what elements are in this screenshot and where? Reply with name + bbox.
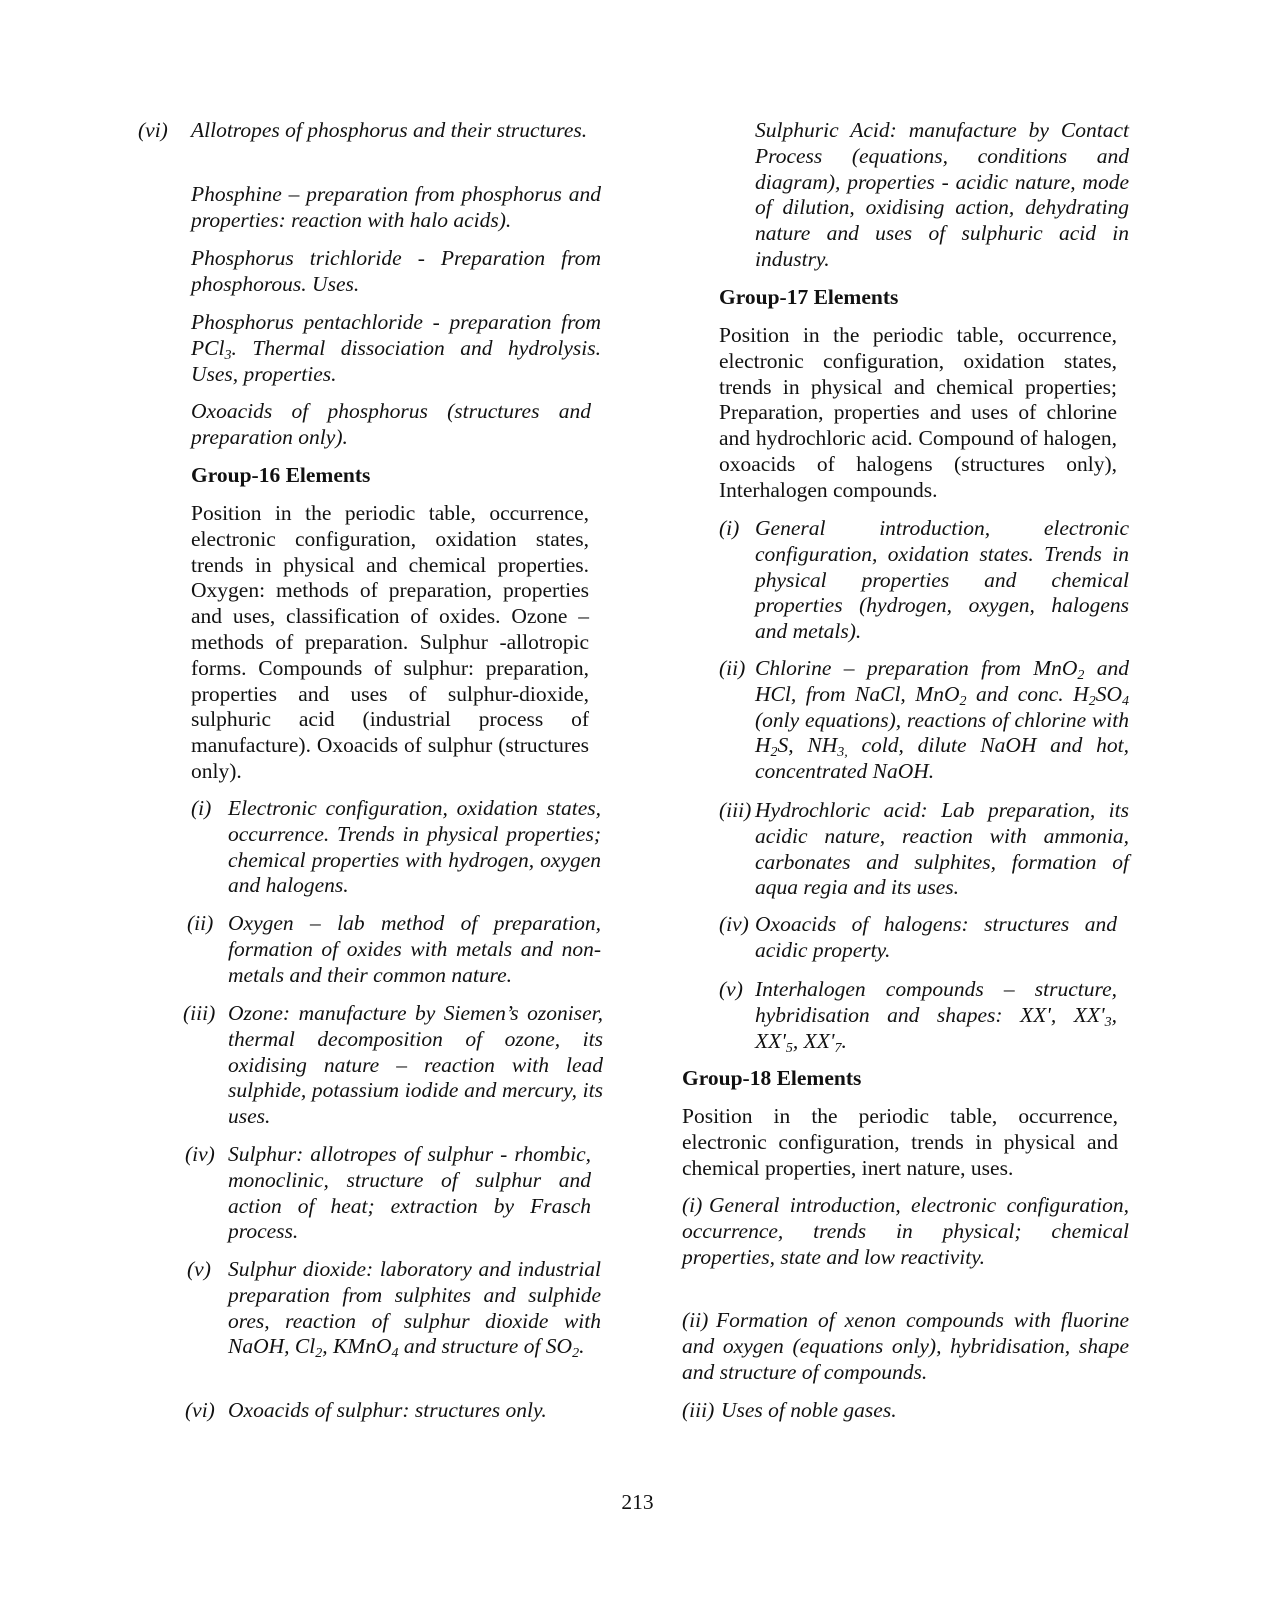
- g17-item-label: (iii): [719, 798, 752, 822]
- g17-item-text: Chlorine – preparation from MnO$_2$ and HCl, from NaCl, MnO$_2$ and conc. $H_2SO_4$ (only equations), reactions of chlorine with $H_2S$, $NH_{3,}$ cold, dilute NaOH and hot, concentrated NaOH.: [755, 656, 1129, 784]
- g16-item-text: Ozone: manufacture by Siemen’s ozoniser, thermal decomposition of ozone, its oxidising nature – reaction with lead sulphide, potassium iodide and mercury, its uses.: [228, 1001, 603, 1129]
- g16-item-label: (iii): [183, 1001, 216, 1025]
- group18-heading: Group-18 Elements: [682, 1066, 862, 1090]
- g17-item-text: Hydrochloric acid: Lab preparation, its acidic nature, reaction with ammonia, carbonates and sulphites, formation of aqua regia and its uses.: [755, 798, 1129, 900]
- g16-item-text: Oxygen – lab method of preparation, formation of oxides with metals and non-metals and their common nature.: [228, 911, 601, 987]
- g18-item-text: Uses of noble gases.: [721, 1398, 897, 1422]
- g16-item-label: (v): [187, 1257, 211, 1281]
- phosphine-text: Phosphine – preparation from phosphorus and properties: reaction with halo acids).: [191, 182, 601, 232]
- group17-intro: Position in the periodic table, occurrence, electronic configuration, oxidation states, trends in physical and chemical properties; Preparation, properties and uses of chlorine and hydrochloric acid. Compound of halogen, oxoacids of halogens (structures only), Interhalogen compounds.: [719, 323, 1117, 502]
- g17-item-label: (ii): [719, 656, 746, 680]
- group17-heading: Group-17 Elements: [719, 285, 899, 309]
- allotropes-phosphorus: Allotropes of phosphorus and their structures.: [191, 118, 588, 142]
- item-label-vi: (vi): [138, 118, 168, 142]
- group18-intro: Position in the periodic table, occurrence, electronic configuration, trends in physical and chemical properties, inert nature, uses.: [682, 1104, 1118, 1180]
- sulphuric-acid-text: Sulphuric Acid: manufacture by Contact Process (equations, conditions and diagram), properties - acidic nature, mode of dilution, oxidising action, dehydrating nature and uses of sulphuric acid in industry.: [755, 118, 1129, 271]
- page-number: 213: [621, 1490, 654, 1514]
- g16-item-label: (iv): [185, 1142, 215, 1166]
- g18-item-label: (i): [682, 1193, 703, 1217]
- g16-item-text: Sulphur dioxide: laboratory and industrial preparation from sulphites and sulphide ores, reaction of sulphur dioxide with NaOH, $Cl_2$, KMnO$_4$ and structure of $SO_2$.: [228, 1257, 601, 1362]
- g16-item-label: (ii): [187, 911, 214, 935]
- g17-item-label: (iv): [719, 912, 749, 936]
- g18-item-label: (ii): [682, 1308, 709, 1332]
- g18-item-text: Formation of xenon compounds with fluorine and oxygen (equations only), hybridisation, shape and structure of compounds.: [682, 1308, 1129, 1384]
- group16-heading: Group-16 Elements: [191, 463, 371, 487]
- g17-item-text: Oxoacids of halogens: structures and acidic property.: [755, 912, 1117, 962]
- g16-item-label: (vi): [185, 1398, 215, 1422]
- pcl5-text: Phosphorus pentachloride - preparation from PCl$_3$. Thermal dissociation and hydrolysis. Uses, properties.: [191, 310, 601, 386]
- g18-item-label: (iii): [682, 1398, 715, 1422]
- g16-item-label: (i): [191, 796, 212, 820]
- g17-item-text: General introduction, electronic configuration, oxidation states. Trends in physical properties and chemical properties (hydrogen, oxygen, halogens and metals).: [755, 516, 1129, 644]
- g16-item-text: Oxoacids of sulphur: structures only.: [228, 1398, 547, 1422]
- oxoacids-phosphorus: Oxoacids of phosphorus (structures and preparation only).: [191, 399, 591, 449]
- pcl3-text: Phosphorus trichloride - Preparation from phosphorous. Uses.: [191, 246, 601, 296]
- g17-item-label: (v): [719, 977, 743, 1001]
- g16-item-text: Sulphur: allotropes of sulphur - rhombic, monoclinic, structure of sulphur and action of heat; extraction by Frasch process.: [228, 1142, 591, 1244]
- g16-item-text: Electronic configuration, oxidation states, occurrence. Trends in physical properties; chemical properties with hydrogen, oxygen and halogens.: [228, 796, 601, 898]
- g17-item-label: (i): [719, 516, 740, 540]
- g18-item-text: General introduction, electronic configuration, occurrence, trends in physical; chemical properties, state and low reactivity.: [682, 1193, 1129, 1269]
- group16-intro: Position in the periodic table, occurrence, electronic configuration, oxidation states, trends in physical and chemical properties. Oxygen: methods of preparation, properties and uses, classification of oxides. Ozone – methods of preparation. Sulphur -allotropic forms. Compounds of sulphur: preparation, properties and uses of sulphur-dioxide, sulphuric acid (industrial process of manufacture). Oxoacids of sulphur (structures only).: [191, 501, 589, 783]
- g17-item-text: Interhalogen compounds – structure, hybridisation and shapes: XX', $XX'_3$, $XX'_5$, $XX'_7$.: [755, 977, 1117, 1056]
